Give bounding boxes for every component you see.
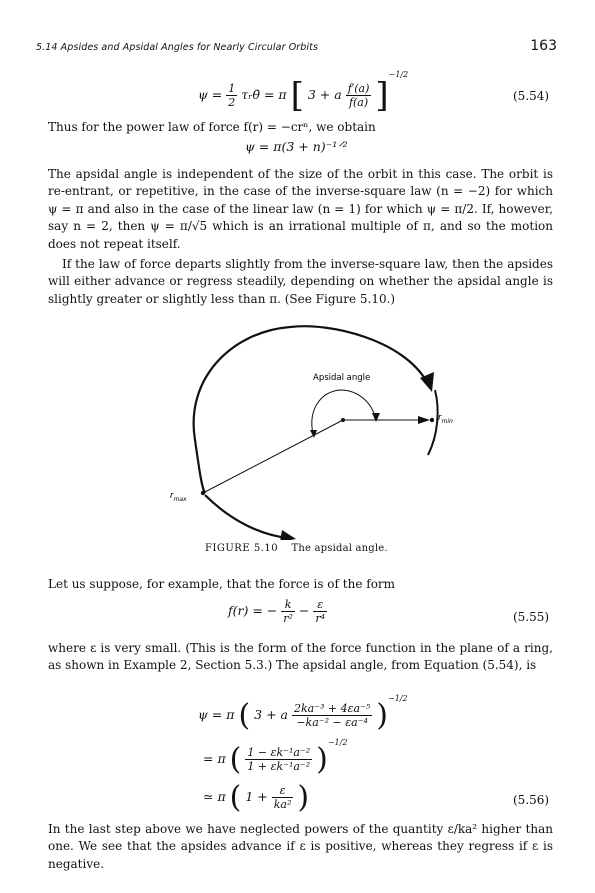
- equation-5-54: ψ = $\frac{1}{2}$ τᵣθ̇ = π [ 3 + a $\frac{f'(a)}{f(a)}$ ]$^{-1/2}$: [198, 70, 409, 116]
- figure-apsidal-angle: [150, 320, 470, 540]
- orbit-arc-right: [428, 390, 438, 455]
- apsidal-angle-arc: [312, 390, 376, 434]
- fraction-line3: $\frac{\varepsilon}{\text{ka²}}$: [273, 784, 292, 811]
- page-number: 163: [530, 38, 557, 54]
- rmax-line: [203, 420, 343, 493]
- eq-middle: τᵣθ̇ = π: [241, 87, 287, 102]
- rmin-arrowhead: [418, 416, 430, 424]
- equation-5-56-line3: ≃ π ( 1 + $\frac{\varepsilon}{\text{ka²}}$ ): [203, 780, 310, 815]
- figure-caption-label: FIGURE 5.10: [205, 543, 279, 554]
- focus-point: [341, 418, 345, 422]
- eq-lhs: ψ =: [198, 87, 227, 102]
- orbit-arrowhead-bottom: [280, 530, 296, 540]
- rmax-point: [201, 491, 205, 495]
- fraction-half: $\frac{1}{2}$: [228, 82, 236, 109]
- figure-caption-text: The apsidal angle.: [291, 543, 388, 554]
- fraction-eps-r4: $\frac{\varepsilon}{\text{r⁴}}$: [315, 598, 326, 625]
- fraction-k-r2: $\frac{k}{\text{r²}}$: [283, 598, 293, 625]
- orbit-arc: [194, 326, 428, 493]
- eq-lhs: f(r) = −: [228, 603, 278, 618]
- rmax-label: $r_{max}$: [170, 491, 187, 503]
- paragraph-last: In the last step above we have neglected powers of the quantity ε/ka² higher than one. We see that the apsides advance if ε is positive, whereas they regress if ε is negative.: [48, 822, 553, 871]
- fraction-line1: $\frac{\text{2ka⁻³ + 4εa⁻⁵}}{\text{−ka⁻² − εa⁻⁴}}$: [293, 702, 371, 729]
- eq-term: 3 + a: [307, 87, 342, 102]
- fraction-line2: $\frac{\text{1 − εk⁻¹a⁻²}}{\text{1 + εk⁻¹a⁻²}}$: [247, 746, 311, 773]
- fraction-fprime: $\frac{f'(a)}{f(a)}$: [347, 82, 370, 109]
- paragraph-suppose: Let us suppose, for example, that the force is of the form: [48, 577, 396, 591]
- equation-5-56-line1: ψ = π ( 3 + a $\frac{\text{2ka⁻³ + 4εa⁻⁵}}{\text{−ka⁻² − εa⁻⁴}}$ )$^{-1/2}$: [198, 694, 408, 733]
- paragraph-where: where ε is very small. (This is the form of the force function in the plane of a ring, as shown in Example 2, Section 5.3.) The apsidal angle, from Equation (5.54), is: [48, 641, 553, 673]
- equation-5-55: f(r) = − $\frac{k}{\text{r²}}$ − $\frac{\varepsilon}{\text{r⁴}}$: [228, 598, 326, 625]
- rmin-label: $r_{min}$: [438, 413, 453, 425]
- apsidal-angle-label: Apsidal angle: [313, 373, 371, 383]
- orbit-arc-bottom: [205, 495, 288, 538]
- equation-5-56-line2: = π ( $\frac{\text{1 − εk⁻¹a⁻²}}{\text{1 + εk⁻¹a⁻²}}$ )$^{-1/2}$: [203, 738, 348, 777]
- rmin-point: [430, 418, 434, 422]
- equation-number-5-56: (5.56): [513, 793, 550, 807]
- equation-number-5-54: (5.54): [513, 89, 550, 103]
- eq-exponent: −1/2: [388, 70, 409, 79]
- angle-arrowhead-right: [372, 413, 380, 422]
- paragraph-power-law: Thus for the power law of force f(r) = −crⁿ, we obtain: [48, 120, 376, 134]
- equation-power-law: ψ = π(3 + n)⁻¹ᐟ²: [245, 139, 348, 154]
- paragraph-independent: The apsidal angle is independent of the size of the orbit in this case. The orbit is re-entrant, or repetitive, in the case of the inverse-square law (n = −2) for which ψ = π and also in the case of the linear law (n = 1) for which ψ = π/2. If, however, say n = 2, then ψ = π/√5 which is an irrational multiple of π, and so the motion does not repeat itself.: [48, 167, 553, 251]
- running-header: 5.14 Apsides and Apsidal Angles for Nearly Circular Orbits: [36, 42, 319, 53]
- paragraph-departs: If the law of force departs slightly from the inverse-square law, then the apsides will either advance or regress steadily, depending on whether the apsidal angle is slightly greater or slightly less than π. (See Figure 5.10.): [48, 257, 553, 306]
- equation-number-5-55: (5.55): [513, 610, 550, 624]
- figure-caption: [205, 543, 388, 554]
